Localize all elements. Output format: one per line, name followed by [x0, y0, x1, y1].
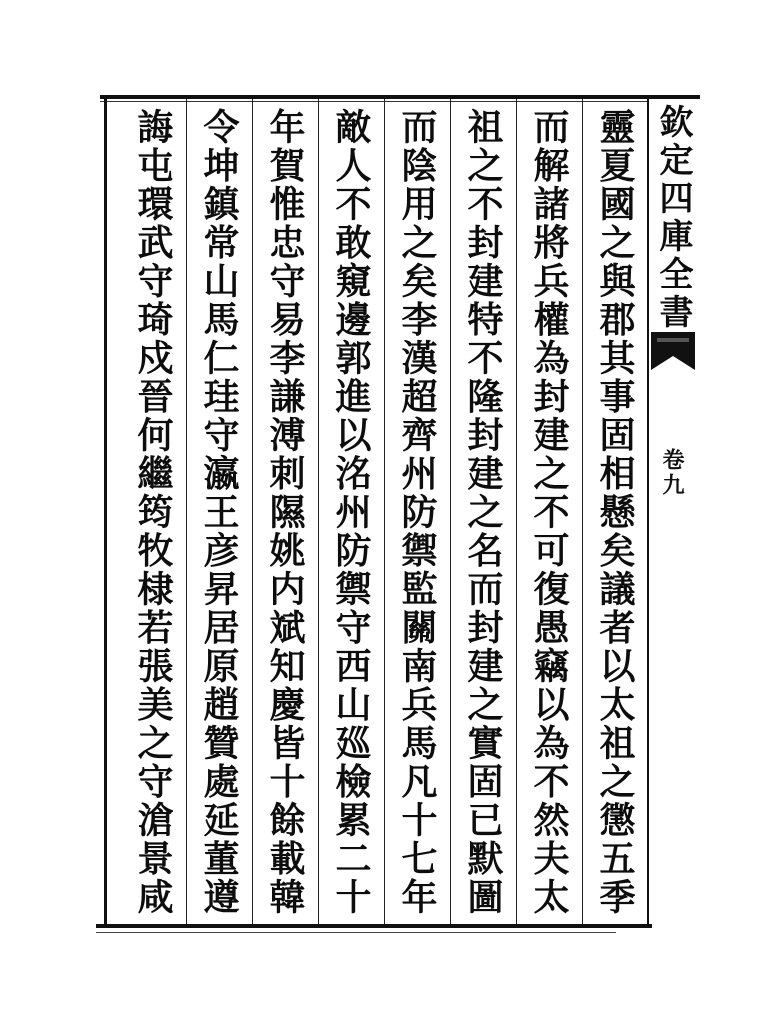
fishtail-mark-icon [649, 330, 697, 372]
frame-bottom-inner-rule [96, 932, 616, 933]
text-column-8: 誨屯環武守琦戍晉何繼筠牧棣若張美之守滄景咸 [132, 108, 174, 917]
frame-top-rule [100, 95, 700, 99]
frame-bottom-rule [96, 924, 652, 928]
text-column-4: 而陰用之矣李漢超齊州防禦監關南兵馬凡十七年 [396, 108, 438, 917]
text-column-3: 祖之不封建特不隆封建之名而封建之實固已默圖 [462, 108, 504, 917]
fold-book-title: 欽定四庫全書 [653, 104, 693, 332]
text-column-1: 靈夏國之與郡其事固相懸矣議者以太祖之懲五季 [594, 108, 636, 917]
text-column-2: 而解諸將兵權為封建之不可復愚竊以為不然夫太 [528, 108, 570, 917]
frame-top-inner-rule [100, 101, 648, 102]
fold-volume-number: 卷九 [659, 448, 685, 498]
text-column-6: 年賀惟忠守易李謙溥刺隰姚内斌知慶皆十餘載韓 [264, 108, 306, 917]
text-column-5: 敵人不敢窺邊郭進以洺州防禦守西山廵檢累二十 [330, 108, 372, 917]
text-column-7: 令坤鎮常山馬仁珪守瀛王彦昇居原趙贊處延董遵 [198, 108, 240, 917]
frame-left-rule [104, 95, 107, 928]
